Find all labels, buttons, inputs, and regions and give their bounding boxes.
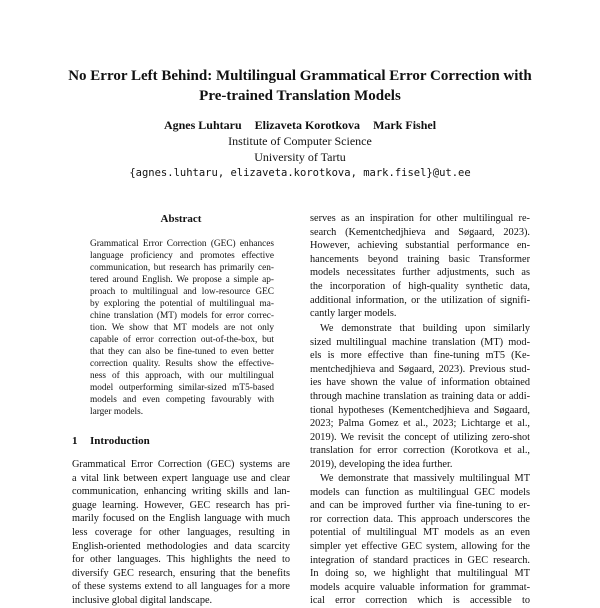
abstract-line: ness of this approach, with our multilingual: [90, 371, 274, 381]
body-line: integration of standard practices in GEC research.: [310, 554, 530, 566]
abstract-line: larger models.: [90, 407, 144, 417]
body-line: translation for error correction (Korotkova et al.,: [310, 445, 530, 457]
body-line: sized multilingual machine translation (MT) mod-: [310, 336, 530, 348]
body-line: We demonstrate that massively multilingual MT: [320, 473, 530, 484]
body-line: search (Kementchedjhieva and Søgaard, 2023).: [310, 226, 530, 238]
body-line: guage learning. However, GEC research has pri-: [72, 499, 290, 511]
abstract-line: Grammatical Error Correction (GEC) enhances: [90, 239, 274, 249]
body-line: inclusive global digital landscape.: [72, 594, 213, 606]
author-name: Agnes Luhtaru: [163, 118, 242, 132]
abstract-line: models and even competing favourably with: [90, 395, 274, 405]
body-line: hancements beyond training basic Transformer: [310, 253, 530, 265]
abstract-line: chine translation (MT) models for error correc-: [90, 311, 274, 321]
body-line: We demonstrate that building upon similarly: [320, 323, 530, 334]
body-line: potential of multilingual MT models as an even: [310, 527, 530, 539]
affiliation-line: Institute of Computer Science: [228, 134, 372, 148]
right-paragraph-2: [310, 322, 530, 472]
abstract-line: that they can also be fine-tuned to even better: [90, 347, 274, 357]
body-line: In doing so, we highlight that multilingual MT: [310, 568, 530, 580]
body-line: the incorporation of high-quality synthetic data,: [310, 280, 530, 292]
abstract-line: correction quality. Results show the effective-: [90, 359, 274, 369]
abstract-line: proach to multilingual and low-resource GEC: [90, 287, 274, 297]
abstract-line: tered around English. We propose a simple ap-: [90, 275, 274, 285]
body-line: 2019). We revisit the concept of utilizing zero-shot: [310, 431, 530, 443]
introduction-paragraph: [72, 458, 290, 608]
body-line: mentchedjhieva and Søgaard, 2023). Previous stud-: [310, 363, 530, 375]
body-line: 2023; Palma Gomez et al., 2023; Lichtarge et al.,: [310, 418, 530, 430]
body-line: tional hypotheses (Kementchedjhieva and Søgaard,: [310, 404, 530, 416]
body-line: English-oriented methodologies and data scarcity: [72, 540, 290, 552]
abstract-line: capable of error correction out-of-the-box, but: [90, 335, 274, 345]
abstract-line: communication, but research has primarily cen-: [90, 263, 274, 273]
body-line: ies have shown the value of information obtained: [310, 377, 530, 389]
abstract-line: tion. We show that MT models are not only: [90, 323, 274, 333]
body-line: through machine translation as training data or addi-: [310, 390, 530, 402]
body-line: additional information, or the utilization of signifi-: [310, 294, 530, 306]
body-line: and can be improved further via fine-tuning to er-: [310, 500, 530, 512]
body-line: of these systems extend to all languages for a more: [72, 581, 290, 593]
body-line: models acquire valuable information for grammat-: [310, 581, 530, 593]
author-email: {agnes.luhtaru, elizaveta.korotkova, mark.fisel}@ut.ee: [129, 167, 471, 179]
body-line: marily focused on the English language with much: [72, 513, 290, 525]
body-line: 2019), developing the idea further.: [310, 458, 453, 470]
abstract-line: language proficiency and promotes effective: [90, 251, 274, 261]
body-line: a vital link between expert language use and clear: [72, 472, 290, 484]
section-title: Introduction: [90, 435, 150, 447]
right-paragraph-3: [310, 472, 530, 608]
body-line: cantly larger models.: [310, 308, 397, 320]
right-paragraph-1: [310, 212, 530, 321]
body-line: els is more effective than fine-tuning mT5 (Ke-: [310, 350, 530, 362]
body-line: Grammatical Error Correction (GEC) systems are: [72, 459, 290, 470]
body-line: However, achieving substantial performance en-: [310, 240, 530, 252]
abstract-line: by exploring the potential of multilingual ma-: [90, 299, 274, 309]
paper-title: [40, 66, 560, 106]
section-heading-introduction: [72, 434, 290, 448]
body-line: serves as an inspiration for other multilingual re-: [310, 213, 530, 224]
abstract-body: [90, 238, 274, 418]
author-block: [40, 117, 560, 181]
body-line: models can function as multilingual GEC models: [310, 486, 530, 498]
body-line: ror correction data. This approach underscores the: [310, 513, 530, 525]
body-line: models necessitates further adjustments, such as: [310, 267, 530, 279]
body-line: for other languages. This highlights the need to: [72, 554, 290, 566]
body-line: diversify GEC research, ensuring that the benefits: [72, 567, 290, 579]
author-names: [40, 117, 560, 133]
abstract-line: model outperforming similar-sized mT5-based: [90, 383, 274, 393]
title-line: No Error Left Behind: Multilingual Grammatical Error Correction with: [68, 68, 532, 84]
body-line: ical error correction which is accessible to: [310, 595, 530, 607]
body-line: less coverage for other languages, resulting in: [72, 526, 290, 538]
affiliation-line: University of Tartu: [254, 150, 346, 164]
author-name: Mark Fishel: [373, 118, 437, 132]
body-line: communication, enhancing writing skills and lan-: [72, 486, 290, 498]
body-line: simpler yet effective GEC system, allowing for the: [310, 540, 530, 552]
section-number: 1: [72, 435, 78, 447]
abstract-heading: Abstract: [160, 213, 202, 225]
author-name: Elizaveta Korotkova: [254, 118, 361, 132]
title-line: Pre-trained Translation Models: [199, 88, 401, 104]
